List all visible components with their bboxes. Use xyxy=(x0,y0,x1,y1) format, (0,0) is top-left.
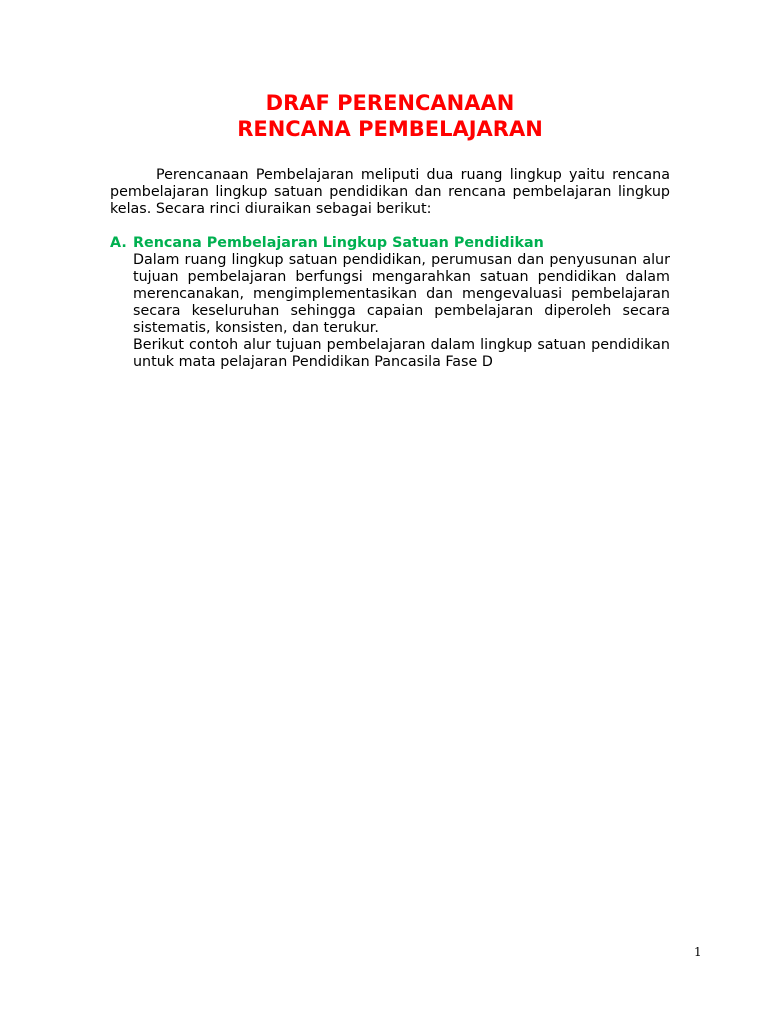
section-a-heading xyxy=(110,235,670,252)
title-line-1: DRAF PERENCANAAN xyxy=(265,91,515,115)
section-a xyxy=(110,235,670,371)
intro-paragraph: Perencanaan Pembelajaran meliputi dua ruang lingkup yaitu rencana pembelajaran lingkup satuan pendidikan dan rencana pembelajaran lingkup kelas. Secara rinci diuraikan sebagai berikut: xyxy=(110,167,670,217)
section-a-marker: A. xyxy=(110,235,127,251)
section-a-body xyxy=(133,252,670,371)
title-line-2: RENCANA PEMBELAJARAN xyxy=(237,117,543,141)
section-a-paragraph-1: Dalam ruang lingkup satuan pendidikan, perumusan dan penyusunan alur tujuan pembelajaran berfungsi mengarahkan satuan pendidikan dalam merencanakan, mengimplementasikan dan mengevaluasi pembelajaran secara keseluruhan sehingga capaian pembelajaran diperoleh secara sistematis, konsisten, dan terukur. xyxy=(133,252,670,336)
section-a-paragraph-2: Berikut contoh alur tujuan pembelajaran dalam lingkup satuan pendidikan untuk mata pelajaran Pendidikan Pancasila Fase D xyxy=(133,337,670,370)
page-number: 1 xyxy=(694,945,702,959)
document-title xyxy=(0,90,768,142)
section-a-heading-text: Rencana Pembelajaran Lingkup Satuan Pendidikan xyxy=(133,235,544,251)
